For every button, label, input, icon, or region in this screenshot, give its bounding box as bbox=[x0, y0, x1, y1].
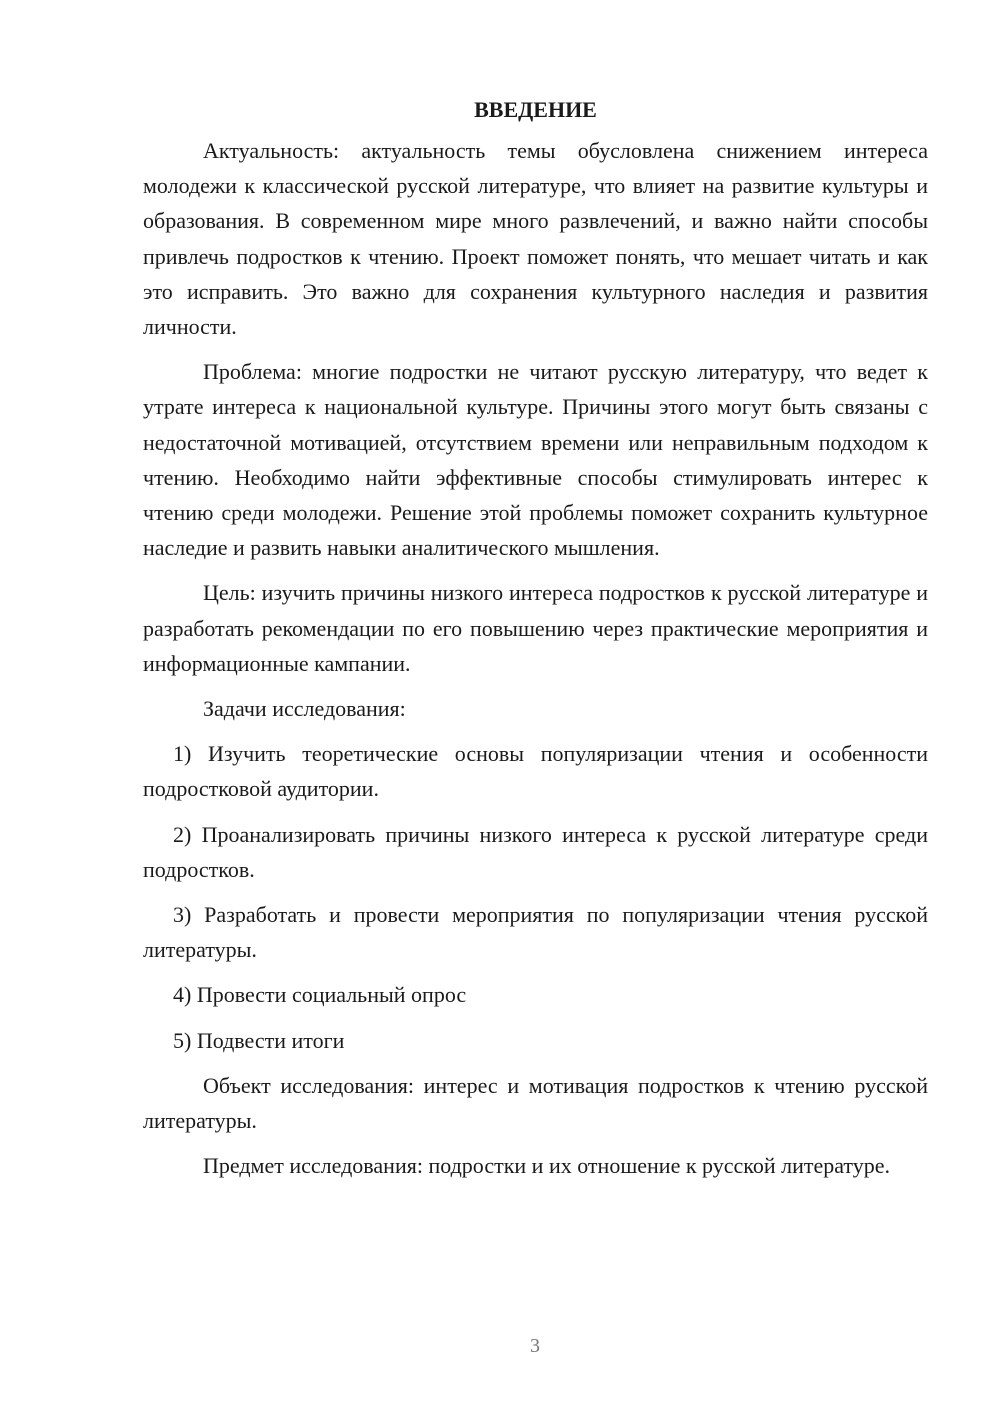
task-item: 3) Разработать и провести мероприятия по популяризации чтения русской литературы. bbox=[143, 902, 928, 963]
object-paragraph: Объект исследования: интерес и мотивация подростков к чтению русской литературы. bbox=[143, 1072, 928, 1134]
page-title: ВВЕДЕНИЕ bbox=[474, 97, 597, 122]
problem-paragraph: Проблема: многие подростки не читают русскую литературу, что ведет к утрате интереса к национальной культуре. Причины этого могут быть связаны с недостаточной мотивацией, отсутствием времени или неправильным подходом к чтению. Необходимо найти эффективные способы стимулировать интерес к чтению среди молодежи. Решение этой проблемы поможет сохранить культурное наследие и развить навыки аналитического мышления. bbox=[143, 359, 928, 561]
subject-paragraph: Предмет исследования: подростки и их отношение к русской литературе. bbox=[203, 1153, 891, 1179]
document-page bbox=[143, 92, 928, 1193]
page-number: 3 bbox=[530, 1335, 540, 1357]
task-item: 4) Провести социальный опрос bbox=[173, 982, 467, 1008]
goal-paragraph: Цель: изучить причины низкого интереса подростков к русской литературе и разработать рекомендации по его повышению через практические мероприятия и информационные кампании. bbox=[143, 580, 928, 676]
tasks-heading: Задачи исследования: bbox=[203, 696, 406, 722]
task-item: 2) Проанализировать причины низкого интереса к русской литературе среди подростков. bbox=[143, 821, 928, 882]
task-item: 1) Изучить теоретические основы популяризации чтения и особенности подростковой аудитории. bbox=[143, 741, 928, 802]
task-item: 5) Подвести итоги bbox=[173, 1027, 345, 1053]
relevance-paragraph: Актуальность: актуальность темы обусловлена снижением интереса молодежи к классической русской литературе, что влияет на развитие культуры и образования. В современном мире много развлечений, и важно найти способы привлечь подростков к чтению. Проект поможет понять, что мешает читать и как это исправить. Это важно для сохранения культурного наследия и развития личности. bbox=[143, 138, 928, 340]
